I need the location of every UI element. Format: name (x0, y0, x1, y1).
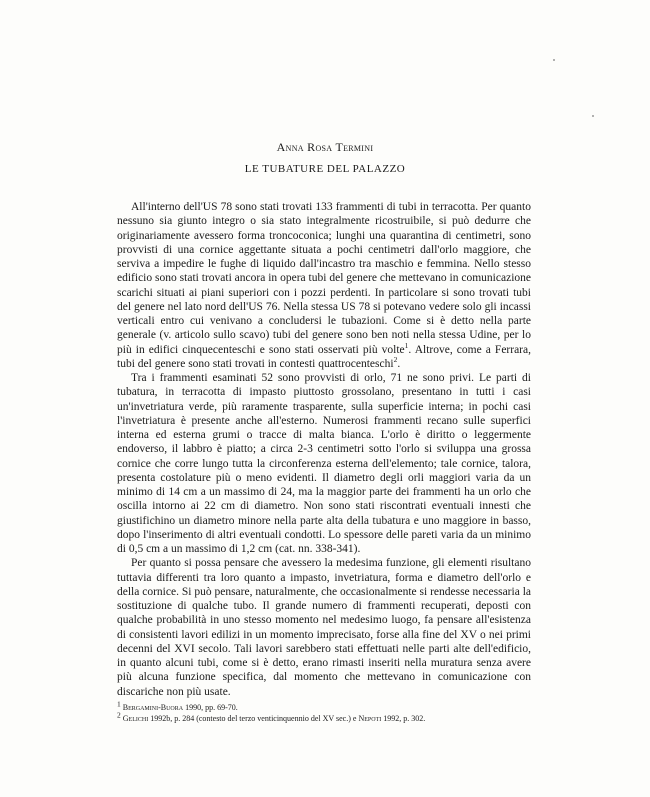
scan-speck (553, 59, 555, 61)
paragraph-2: Tra i frammenti esaminati 52 sono provvisti di orlo, 71 ne sono privi. Le parti di tubatura, in terracotta di impasto piuttosto grossolano, presentano in tutti i casi un'invetriatura verde, più raramente trasparente, sulla superficie interna; in pochi casi l'invetriatura è presente anche all'esterno. Numerosi frammenti recano sulle superfici interna ed esterna grumi o tracce di malta bianca. L'orlo è diritto o leggermente endoverso, il labbro è piatto; a circa 2-3 centimetri sotto l'orlo si sviluppa una grossa cornice che corre lungo tutta la circonferenza esterna dell'elemento; tale cornice, talora, presenta costolature più o meno evidenti. Il diametro degli orli maggiori varia da un minimo di 14 cm a un massimo di 24, ma la maggior parte dei frammenti ha un orlo che oscilla intorno ai 22 cm di diametro. Non sono stati riscontrati eventuali innesti che giustifichino un diametro minore nella parte alta della tubatura e uno maggiore in basso, dopo l'inserimento di altri eventuali condotti. Lo spessore delle pareti varia da un minimo di 0,5 cm a un massimo di 1,2 cm (cat. nn. 338-341). (117, 372, 531, 555)
paragraph-1 (117, 200, 531, 371)
paragraph-1-text-cont: . Altrove, come a Ferrara, tubi del genere sono stati trovati in contesti quattrocenteschi (117, 343, 531, 370)
article-body (117, 200, 531, 699)
article-title: LE TUBATURE DEL PALAZZO (244, 163, 406, 175)
footnote-text-2: 1992, p. 302. (381, 714, 426, 723)
scan-speck (592, 115, 594, 117)
footnote-1 (117, 699, 531, 713)
footnote-number: 1 (117, 699, 121, 709)
footnote-ref-1: 1 (404, 340, 409, 350)
paragraph-3: Per quanto si possa pensare che avessero la medesima funzione, gli elementi risultano tuttavia differenti tra loro quanto a impasto, invetriatura, forma e diametro dell'orlo e della cornice. Si può pensare, naturalmente, che occasionalmente si rendesse necessaria la sostituzione di qualche tubo. Il grande numero di frammenti recuperati, deposti con qualche probabilità in uno stesso momento nel medesimo luogo, fa pensare all'esistenza di consistenti lavori edilizi in un momento imprecisato, forse alla fine del XV o nei primi decenni del XVI secolo. Tali lavori sarebbero stati effettuati nelle parti alte dell'edificio, in quanto alcuni tubi, come si è detto, erano rimasti inseriti nella muratura senza avere più alcuna funzione specifica, dal momento che mettevano in comunicazione con discariche non più usate. (117, 557, 531, 698)
paragraph-1-text: All'interno dell'US 78 sono stati trovati 133 frammenti di tubi in terracotta. Per quanto nessuno sia giunto integro o sia stato integralmente ricostruibile, si può dedurre che originariamente avessero forma troncoconica; lunghi una quarantina di centimetri, sono provvisti di una cornice aggettante situata a pochi centimetri dall'orlo maggiore, che serviva a impedire le fughe di liquido dall'incastro tra maschio e femmina. Nello stesso edificio sono stati trovati ancora in opera tubi del genere che mettevano in comunicazione scarichi situati ai piani superiori con i pozzi perdenti. In particolare si sono trovati tubi del genere nel lato nord dell'US 76. Nella stessa US 78 si potevano vedere solo gli incassi verticali entro cui venivano a concludersi le tubazioni. Come si è detto nella parte generale (v. articolo sullo scavo) tubi del genere sono ben noti nella stessa Udine, per lo più in edifici cinquecenteschi e sono stati osservati più volte (117, 201, 531, 356)
footnote-text: 1990, pp. 69-70. (183, 703, 238, 712)
footnote-author-2: Nepoti (358, 714, 382, 723)
footnote-number: 2 (117, 710, 121, 720)
footnote-author: Bergamini-Buora (122, 703, 184, 712)
footnote-ref-2: 2 (393, 354, 398, 364)
footnote-author: Gelichi (122, 714, 149, 723)
paragraph-1-text-end: . (397, 357, 401, 370)
footnotes (117, 699, 531, 724)
author-name: Anna Rosa Termini (276, 140, 374, 154)
footnote-2 (117, 710, 531, 724)
footnote-text: 1992b, p. 284 (contesto del terzo venticinquennio del XV sec.) e (148, 714, 359, 723)
